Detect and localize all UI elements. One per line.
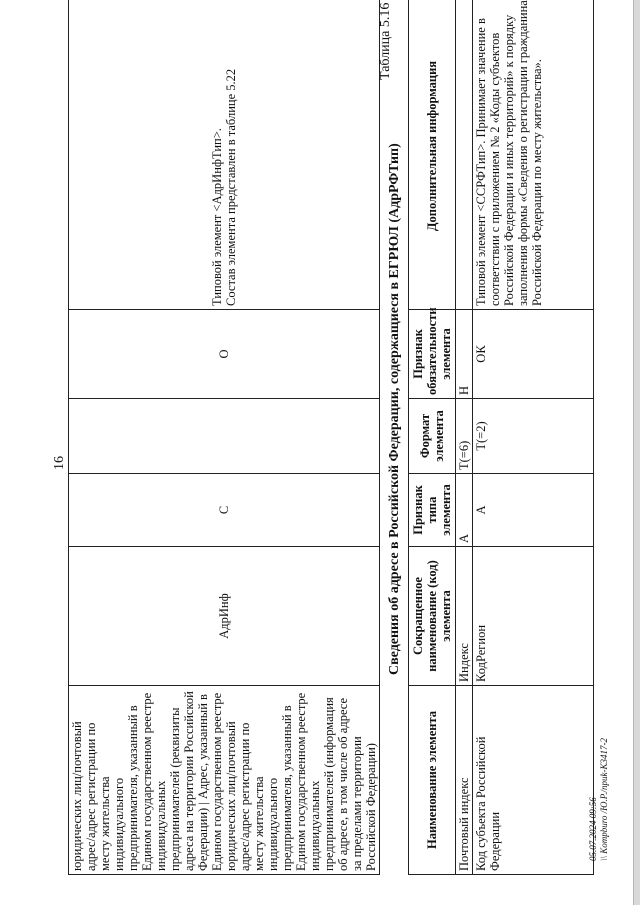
header-row [409,0,456,875]
row-name: Код субъекта Российской Федерации [473,686,594,875]
row-type: А [473,474,594,547]
row-required: ОК [473,310,594,399]
header-type: Признак типа элемента [409,474,456,547]
file-stamp [588,738,610,861]
table-row [473,0,594,875]
section-title: Сведения об адресе в Российской Федерации, содержащиеся в ЕГРЮЛ (АдрРФТип) [387,143,402,675]
row-info: Типовой элемент <ССРФТип>. Принимает значение в соответствии с приложением № 2 «Коды субъектов Российской Федерации и иных территорий» к порядку заполнения формы «Сведения о регистрации гражданина Российской Федерации по месту жительства». [473,0,594,310]
address-table [408,0,594,875]
row-info [456,0,473,310]
row-format: T(=6) [456,399,473,474]
element-info-cell [69,0,380,310]
element-code-cell: АдрИнф [69,547,380,686]
element-format-cell [69,399,380,474]
table-label: Таблица 5.16 [378,2,393,80]
row-format: T(=2) [473,399,594,474]
header-name: Наименование элемента [409,686,456,875]
element-type-cell: С [69,474,380,547]
element-name-cell: юридических лиц/почтовый адрес/адрес регистрации по месту жительства индивидуального предпринимателя, указанный в Едином государственном реестре индивидуальных предпринимателей (реквизиты адреса на территории Российской Федерации) | Адрес, указанный в Едином государственном реестре юридических лиц/почтовый адрес/адрес регистрации по месту жительства индивидуального предпринимателя, указанный в Едином государственном реестре индивидуальных предпринимателей (информация об адресе, в том числе об адресе за пределами территории Российской Федерации) [69,686,380,875]
row-type: А [456,474,473,547]
header-required: Признак обязательности элемента [409,310,456,399]
stamp-path: \\ Kompburo /Ю.Р./приk-K3417-2 [599,737,609,861]
stamp-date: 05.07.2024 09:56 [588,797,598,861]
row-required: Н [456,310,473,399]
table-row [456,0,473,875]
header-format: Формат элемента [409,399,456,474]
info-line-1: Типовой элемент <АдрИнфТип>. [210,128,224,306]
element-required-cell: О [69,310,380,399]
header-info: Дополнительная информация [409,0,456,310]
continued-table [68,0,380,875]
page-number: 16 [52,456,67,470]
header-code: Сокращенное наименование (код) элемента [409,547,456,686]
row-code: Индекс [456,547,473,686]
info-line-2: Состав элемента представлен в таблице 5.22 [224,68,238,306]
row-code: КодРегион [473,547,594,686]
row-name: Почтовый индекс [456,686,473,875]
table-row [69,0,380,875]
